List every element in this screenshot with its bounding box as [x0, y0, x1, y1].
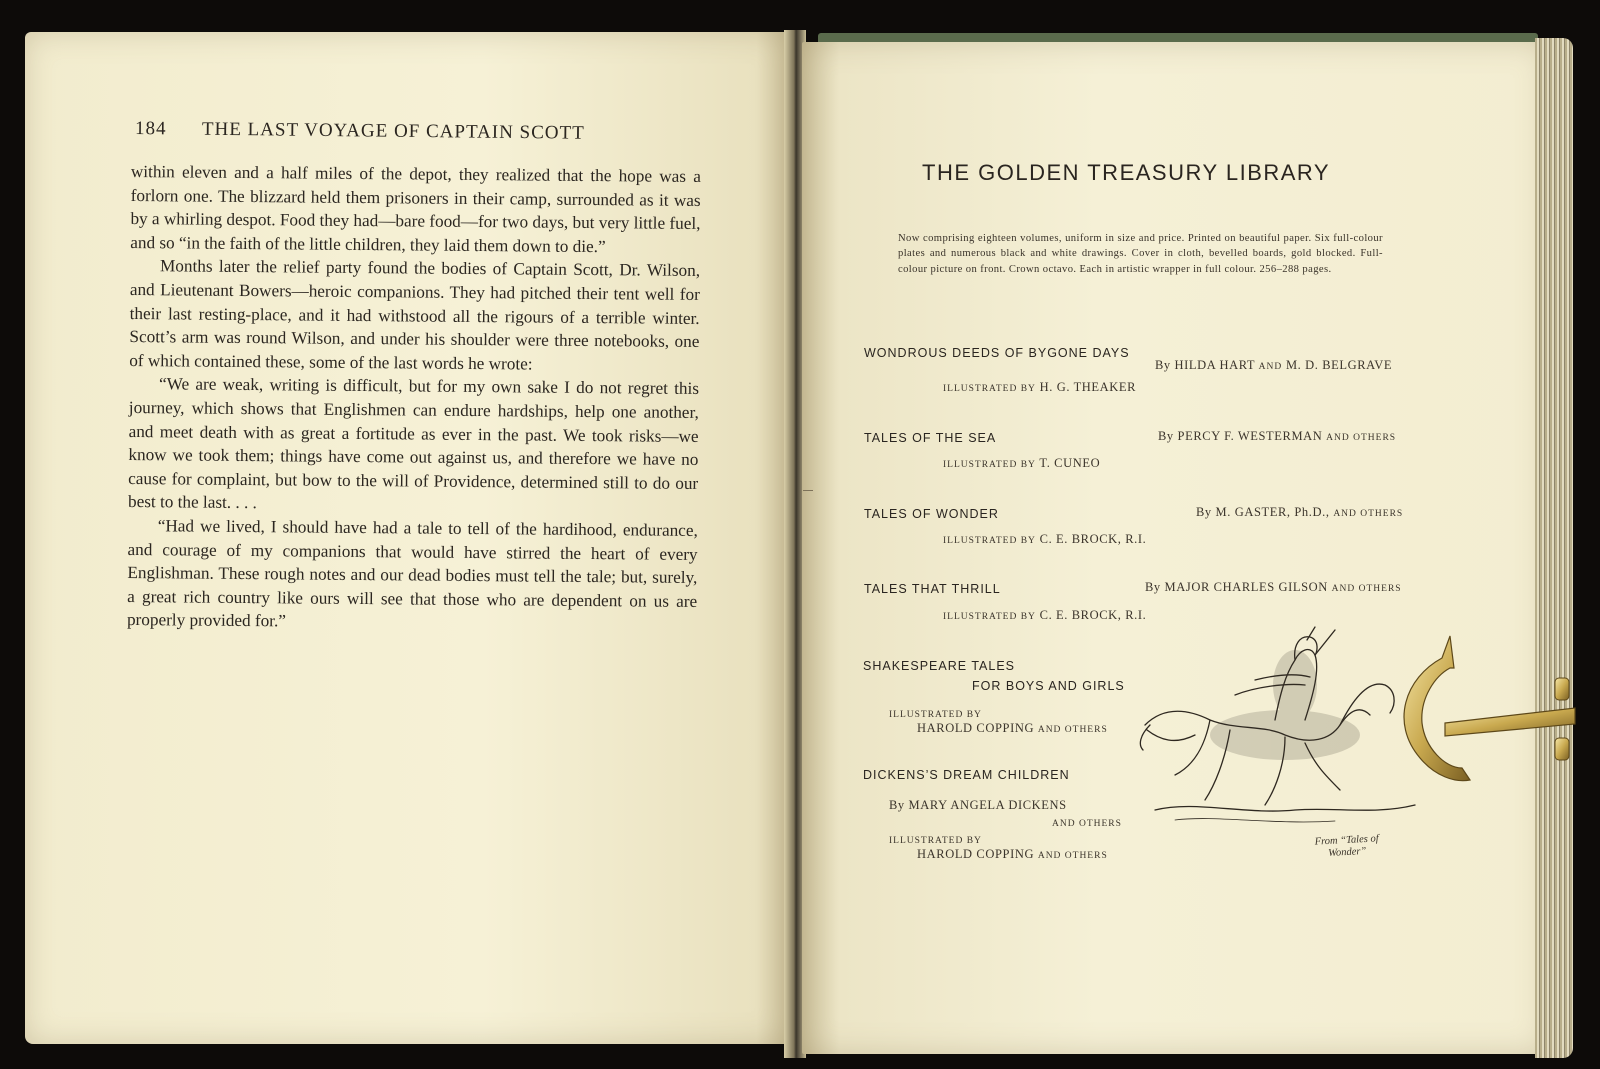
book-author: [1145, 580, 1402, 595]
book-title: SHAKESPEARE TALES: [863, 659, 1016, 673]
and-others-label: AND OTHERS: [1052, 819, 1122, 829]
book-title: DICKENS’S DREAM CHILDREN: [863, 768, 1070, 782]
illustrator-name: HAROLD COPPING: [917, 721, 1035, 735]
illustrated-by-text: ILLUSTRATED BY: [889, 836, 982, 846]
caption-line: Wonder”: [1327, 846, 1367, 859]
and-others-label: AND OTHERS: [1037, 851, 1108, 861]
page-number: 184: [134, 118, 167, 140]
anchor-bookmark-icon: [1350, 628, 1580, 798]
page-title: THE GOLDEN TREASURY LIBRARY: [922, 160, 1331, 185]
by-label: By: [1158, 429, 1174, 443]
author-name: HILDA HART: [1174, 358, 1255, 372]
illustrated-by-label: [889, 706, 982, 721]
illustrated-by-text: ILLUSTRATED BY: [889, 710, 982, 720]
paragraph: Months later the relief party found the bodies of Captain Scott, Dr. Wilson, and Lieutenant Bowers—heroic companions. They had pitched their tent well for their last resting-place, and it had withstood all the rigours of a terrible winter. Scott’s arm was round Wilson, and under his shoulder were three notebooks, one of which contained these, some of the last words he wrote:: [129, 256, 701, 374]
by-label: By: [1145, 580, 1161, 594]
book-author: [1155, 358, 1392, 373]
paragraph: “We are weak, writing is difficult, but for my own sake I do not regret this journey, which shows that Englishmen can endure hardships, help one another, and meet death with as great a fortitude as ever in the past. We took risks—we know we took them; things have come out against us, and therefore we have no cause for complaint, but bow to the will of Providence, determined still to do our best to the last. . . .: [127, 374, 700, 513]
book-title: TALES OF WONDER: [864, 507, 999, 521]
and-others-label: AND OTHERS: [1037, 725, 1108, 735]
author-name: PERCY F. WESTERMAN: [1177, 429, 1323, 443]
book-title: TALES OF THE SEA: [864, 431, 997, 445]
running-head: [135, 118, 585, 145]
book-illustrator: [943, 456, 1100, 471]
book-illustrator: [943, 380, 1136, 395]
illustrator-name: H. G. THEAKER: [1039, 380, 1137, 394]
book-illustrator: [917, 721, 1108, 736]
book-title: TALES THAT THRILL: [864, 582, 1001, 596]
and-others-line: [1052, 815, 1122, 830]
author-name: MAJOR CHARLES GILSON: [1164, 580, 1328, 594]
running-head-title: THE LAST VOYAGE OF CAPTAIN SCOTT: [201, 118, 585, 144]
by-label: By: [1155, 358, 1171, 372]
right-page: [802, 42, 1546, 1054]
by-label: By: [1196, 505, 1212, 519]
book-author: [889, 798, 1067, 813]
illustrated-by-label: [889, 832, 982, 847]
illustrator-name: T. CUNEO: [1039, 456, 1101, 470]
illustration-caption: [1314, 833, 1379, 860]
and-others-label: AND OTHERS: [1333, 509, 1404, 519]
page-mark: [803, 490, 813, 491]
illustrated-by-label: ILLUSTRATED BY: [943, 612, 1036, 622]
illustrator-name: HAROLD COPPING: [917, 847, 1035, 861]
author-name: M. D. BELGRAVE: [1285, 358, 1393, 372]
illustrated-by-label: ILLUSTRATED BY: [943, 384, 1036, 394]
page-edges: [1535, 38, 1573, 1058]
caption-line: From “Tales of: [1314, 833, 1379, 848]
book-author: [1158, 429, 1396, 444]
and-others-label: AND OTHERS: [1331, 584, 1402, 594]
author-name: M. GASTER, Ph.D.,: [1215, 505, 1330, 519]
left-page-body: [127, 160, 701, 637]
book-illustrator: [943, 608, 1146, 623]
book-illustrator: [943, 532, 1146, 547]
author-name: MARY ANGELA DICKENS: [908, 798, 1067, 812]
paragraph: “Had we lived, I should have had a tale to tell of the hardihood, endurance, and courage of my companions that would have stirred the heart of every Englishman. These rough notes and our dead bodies must tell the tale; but, surely, a great rich country like ours will see that those who are dependent on us are properly provided for.”: [126, 516, 698, 631]
book-title: WONDROUS DEEDS OF BYGONE DAYS: [864, 346, 1130, 360]
book-illustrator: [917, 847, 1108, 862]
and-others-label: AND OTHERS: [1326, 433, 1397, 443]
book-author: [1196, 505, 1403, 520]
by-label: By: [889, 798, 905, 812]
series-description: Now comprising eighteen volumes, uniform in size and price. Printed on beautiful paper. Six full-colour plates and numerous black and white drawings. Cover in cloth, bevelled boards, gold blocked. Full-colour picture on front. Crown octavo. Each in artistic wrapper in full colour. 256–288 pages.: [898, 233, 1383, 275]
illustrated-by-label: ILLUSTRATED BY: [943, 536, 1036, 546]
illustrator-name: C. E. BROCK, R.I.: [1039, 608, 1147, 622]
and-label: AND: [1258, 362, 1283, 372]
book-title-line2: FOR BOYS AND GIRLS: [972, 679, 1125, 693]
paragraph: within eleven and a half miles of the depot, they realized that the hope was a forlorn one. The blizzard held them prisoners in their camp, surrounded as it was by a whirling despot. Food they had—bare food—for two days, but very little fuel, and so “in the faith of the little children, they laid them down to die.”: [130, 161, 701, 256]
illustrated-by-label: ILLUSTRATED BY: [943, 460, 1036, 470]
illustrator-name: C. E. BROCK, R.I.: [1039, 532, 1147, 546]
